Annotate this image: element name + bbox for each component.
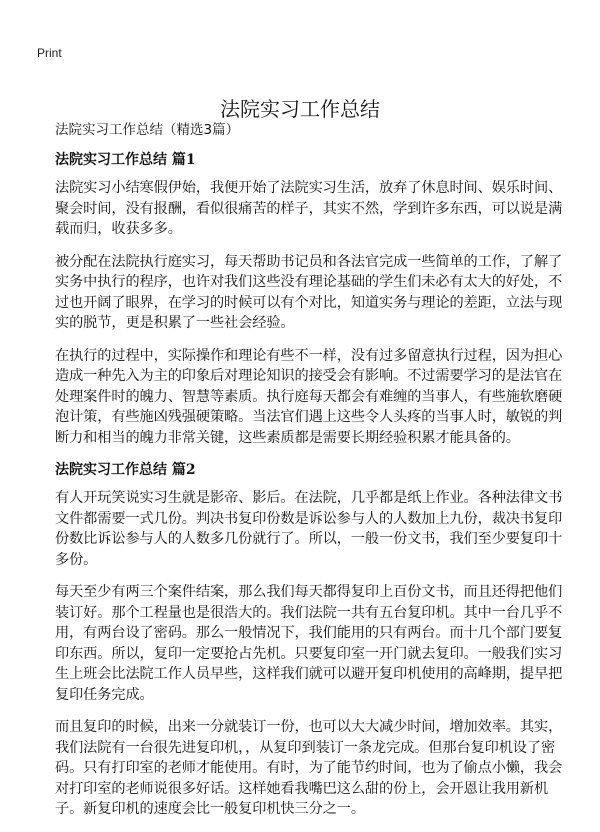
section-heading: 法院实习工作总结 篇1 xyxy=(55,152,196,168)
paragraph: 在执行的过程中，实际操作和理论有些不一样，没有过多留意执行过程，因为担心造成一种先入为主的印象后对理论知识的接受会有影响。不过需要学习的是法官在处理案件时的魄力、智慧等素质。执行庭每天都会有难缠的当事人，有些施软磨硬泡计策，有些施凶残强硬策略。当法官们遇上这些令人头疼的当事人时，敏锐的判断力和相当的魄力非常关键，这些素质都是需要长期经验积累才能具备的。 xyxy=(55,347,563,446)
document-subtitle: 法院实习工作总结（精选3篇） xyxy=(55,122,240,138)
paragraph: 每天至少有两三个案件结案，那么我们每天都得复印上百份文书，而且还得把他们装订好。那个工程量也是很浩大的。我们法院一共有五台复印机。其中一台几乎不用，有两台设了密码。那么一般情况下，我们能用的只有两台。而十几个部门要复印东西。所以，复印一定要抢占先机。只要复印室一开门就去复印。一般我们实习生上班会比法院工作人员早些，这样我们就可以避开复印机使用的高峰期，提早把复印任务完成。 xyxy=(55,584,563,703)
paragraph: 法院实习小结寒假伊始，我便开始了法院实习生活，放弃了休息时间、娱乐时间、聚会时间，没有报酬，看似很痛苦的样子，其实不然，学到许多东西，可以说是满载而归，收获多多。 xyxy=(55,180,563,237)
print-link[interactable]: Print xyxy=(37,46,62,60)
document-title: 法院实习工作总结 xyxy=(220,97,380,122)
paragraph: 被分配在法院执行庭实习，每天帮助书记员和各法官完成一些简单的工作，了解了实务中执行的程序，也许对我们这些没有理论基础的学生们未必有太大的好处，不过也开阔了眼界，在学习的时候可以有个对比，知道实务与理论的差距，立法与现实的脱节，更是积累了一些社会经验。 xyxy=(55,253,563,331)
paragraph: 有人开玩笑说实习生就是影帝、影后。在法院，几乎都是纸上作业。各种法律文书文件都需要一式几份。判决书复印份数是诉讼参与人的人数加上九份，裁决书复印份数比诉讼参与人的人数多几份就行了。所以，一般一份文书，我们至少要复印十多份。 xyxy=(55,490,563,568)
document-body xyxy=(55,120,571,832)
section-1 xyxy=(55,150,571,448)
paragraph: 而且复印的时候，出来一分就装订一份，也可以大大减少时间，增加效率。其实，我们法院有一台很先进复印机，，从复印到装订一条龙完成。但那台复印机设了密码。只有打印室的老师才能使用。有时，为了能节约时间，也为了偷点小懒，我会对打印室的老师说很多好话。这样她看我嘴巴这么甜的份上，会开恩让我用新机子。新复印机的速度会比一般复印机快三分之一。 xyxy=(55,719,563,817)
section-heading: 法院实习工作总结 篇2 xyxy=(55,462,196,478)
section-2 xyxy=(55,460,571,820)
